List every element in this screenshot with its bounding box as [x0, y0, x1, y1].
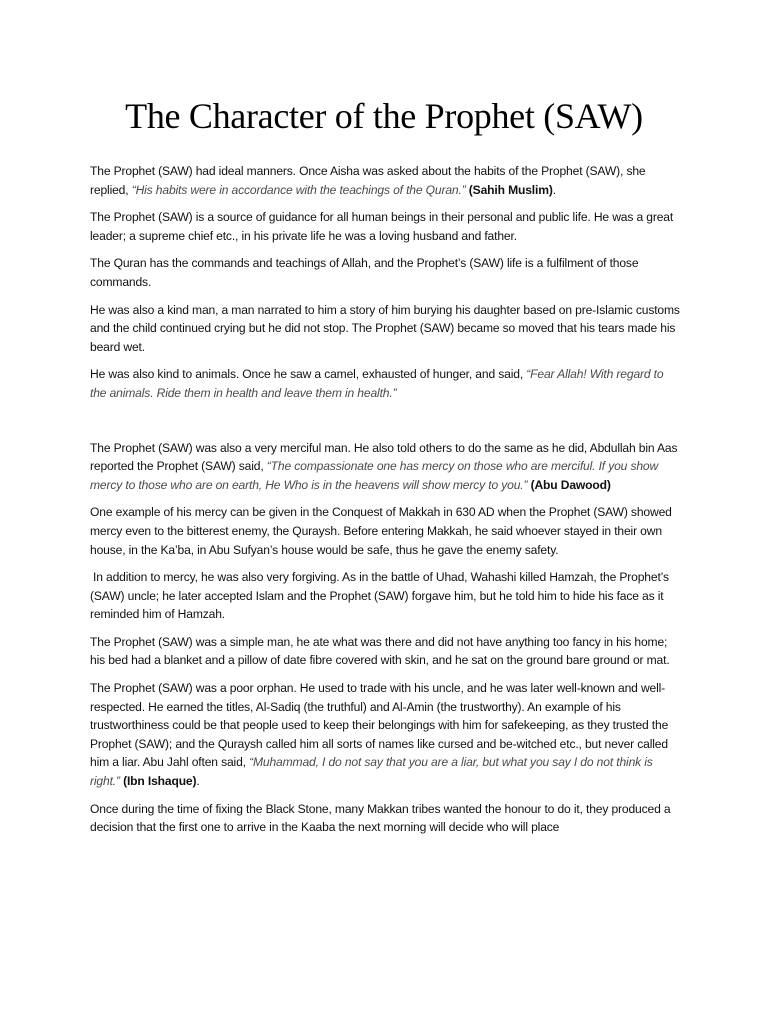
paragraph-end: . — [196, 774, 200, 789]
source-citation: (Ibn Ishaque) — [119, 774, 197, 789]
paragraph-text: He was also kind to animals. Once he saw a camel, exhausted of hunger, and said, — [90, 367, 527, 382]
paragraph-kind-man: He was also a kind man, a man narrated to him a story of him burying his daughter based on pre-Islamic customs and the child continued crying but he did not stop. The Prophet (SAW) became so moved that his tears made his beard wet. — [90, 302, 680, 354]
paragraph-text: The Prophet (SAW) was a poor orphan. He used to trade with his uncle, and he was later well-known and well-respected. He earned the titles, Al-Sadiq (the truthful) and Al-Amin (the trustworthy). An example of his trustworthiness could be that people used to keep their belongings with him for safekeeping, as they trusted the Prophet (SAW); and the Quraysh called him all sorts of names like cursed and be-witched etc., but never called him a liar. Abu Jahl often said, — [90, 681, 669, 770]
paragraph-merciful — [90, 439, 680, 495]
paragraph-text: The Prophet (SAW) had ideal manners. Once Aisha was asked about the habits of the Prophet (SAW), she replied, — [90, 164, 646, 197]
paragraph-simple-man: The Prophet (SAW) was a simple man, he ate what was there and did not have anything too fancy in his home; his bed had a blanket and a pillow of date fibre covered with skin, and he sat on the ground bare ground or mat. — [90, 634, 670, 668]
quote: “Fear Allah! With regard to the animals. Ride them in health and leave them in health.” — [90, 367, 664, 400]
paragraph-forgiving: In addition to mercy, he was also very forgiving. As in the battle of Uhad, Wahashi killed Hamzah, the Prophet’s (SAW) uncle; he later accepted Islam and the Prophet (SAW) forgave him, but he told him to hide his face as it reminded him of Hamzah. — [90, 570, 669, 622]
paragraph-text: The Prophet (SAW) was also a very merciful man. He also told others to do the same as he did, Abdullah bin Aas reported the Prophet (SAW) said, — [90, 440, 678, 474]
paragraph-trustworthy — [90, 679, 680, 791]
page-title: The Character of the Prophet (SAW) — [125, 96, 643, 136]
paragraph-black-stone: Once during the time of fixing the Black Stone, many Makkan tribes wanted the honour to do it, they produced a decision that the first one to arrive in the Kaaba the next morning will decide who will place — [90, 801, 671, 835]
quote: “His habits were in accordance with the teachings of the Quran.” — [131, 182, 466, 197]
quote: “Muhammad, I do not say that you are a liar, but what you say I do not think is right.” — [90, 755, 653, 789]
paragraph-ideal-manners — [90, 162, 680, 199]
paragraph-conquest-makkah: One example of his mercy can be given in the Conquest of Makkah in 630 AD when the Prophet (SAW) showed mercy even to the bitterest enemy, the Quraysh. Before entering Makkah, he said whoever stayed in their own house, in the Ka’ba, in Abu Sufyan’s house would be safe, thus he gave the enemy safety. — [90, 505, 672, 557]
paragraph-guidance: The Prophet (SAW) is a source of guidance for all human beings in their personal and public life. He was a great leader; a supreme chief etc., in his private life he was a loving husband and father. — [90, 210, 674, 243]
paragraph-end: . — [552, 182, 556, 197]
document-body — [90, 162, 680, 846]
source-citation: (Abu Dawood) — [527, 477, 611, 492]
quote: “The compassionate one has mercy on those who are merciful. If you show mercy to those who are on earth, He Who is in the heavens will show mercy to you.” — [90, 459, 659, 492]
paragraph-kind-animals — [90, 365, 680, 402]
paragraph-quran-commands: The Quran has the commands and teachings of Allah, and the Prophet’s (SAW) life is a fulfilment of those commands. — [90, 256, 639, 289]
source-citation: (Sahih Muslim) — [465, 182, 553, 197]
